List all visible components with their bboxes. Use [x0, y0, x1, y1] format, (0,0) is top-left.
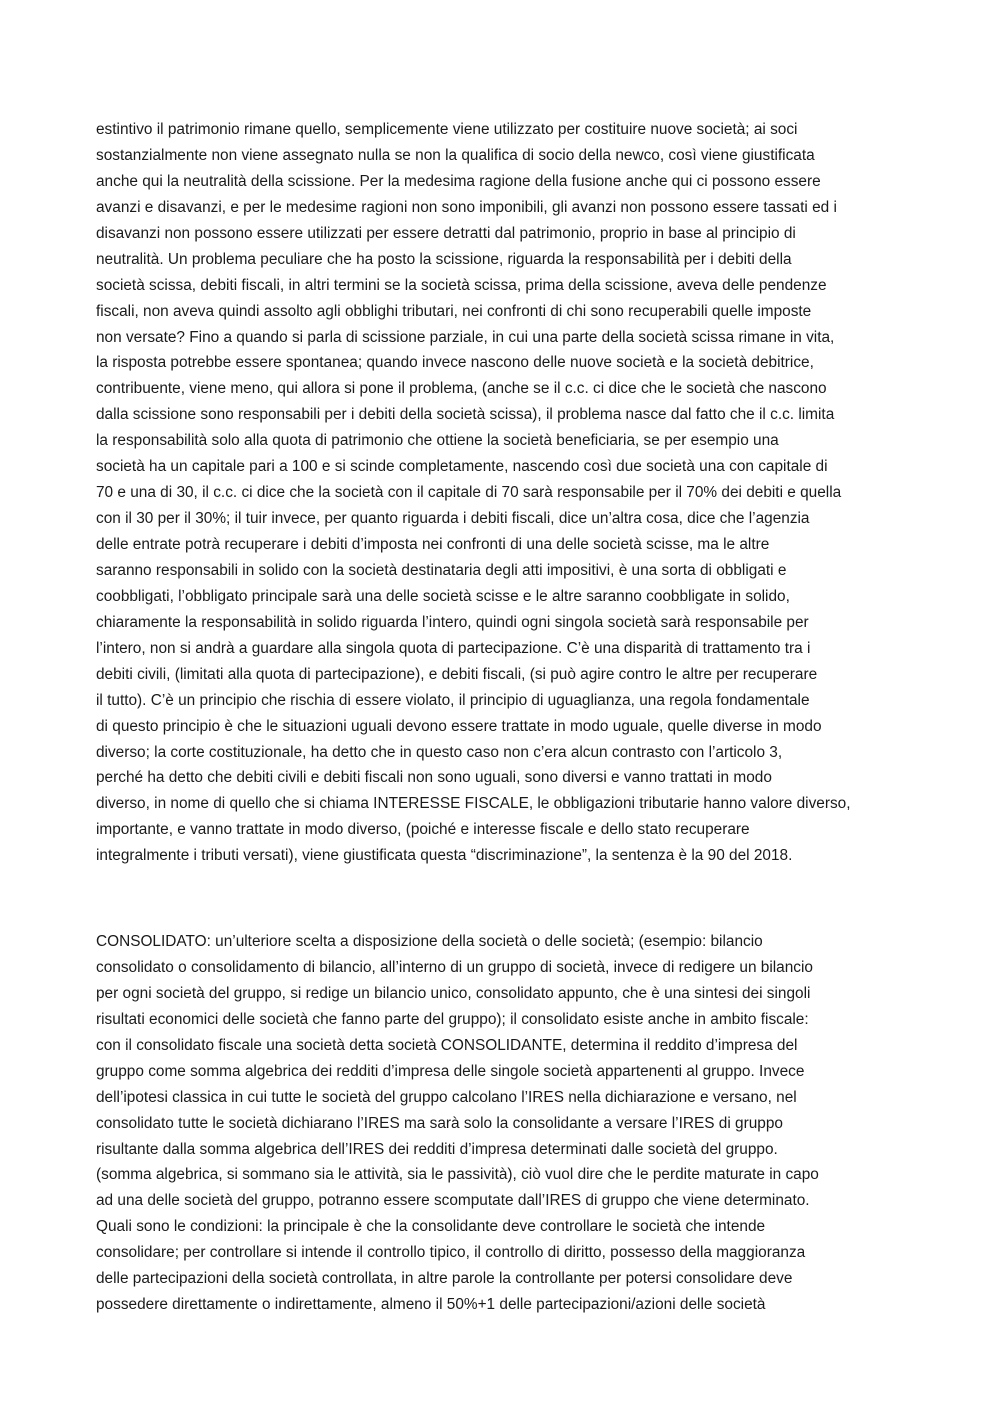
- text-line: l’intero, non si andrà a guardare alla singola quota di partecipazione. C’è una disparità di trattamento tra i: [96, 639, 811, 657]
- text-line: con il 30 per il 30%; il tuir invece, per quanto riguarda i debiti fiscali, dice un’altra cosa, dice che l’agenzia: [96, 510, 810, 528]
- text-line: (somma algebrica, si sommano sia le attività, sia le passività), ciò vuol dire che le perdite maturate in capo: [96, 1166, 819, 1184]
- text-line: per ogni società del gruppo, si redige un bilancio unico, consolidato appunto, che è una sintesi dei singoli: [96, 984, 811, 1002]
- text-line: contribuente, viene meno, qui allora si pone il problema, (anche se il c.c. ci dice che le società che nascono: [96, 380, 827, 398]
- text-line: non versate? Fino a quando si parla di scissione parziale, in cui una parte della società scissa rimane in vita,: [96, 328, 835, 346]
- text-line: anche qui la neutralità della scissione. Per la medesima ragione della fusione anche qui ci possono essere: [96, 172, 821, 190]
- text-line: 70 e una di 30, il c.c. ci dice che la società con il capitale di 70 sarà responsabile per il 70% dei debiti e quella: [96, 484, 842, 502]
- text-line: risultati economici delle società che fanno parte del gruppo); il consolidato esiste anche in ambito fiscale:: [96, 1010, 809, 1028]
- text-line: Quali sono le condizioni: la principale è che la consolidante deve controllare le società che intende: [96, 1218, 766, 1236]
- text-line: diverso, in nome di quello che si chiama INTERESSE FISCALE, le obbligazioni tributarie hanno valore diverso,: [96, 795, 851, 813]
- text-line: consolidato tutte le società dichiarano l’IRES ma sarà solo la consolidante a versare l’IRES di gruppo: [96, 1114, 783, 1132]
- text-line: diverso; la corte costituzionale, ha detto che in questo caso non c’era alcun contrasto con l’articolo 3,: [96, 743, 783, 761]
- text-line: consolidato o consolidamento di bilancio, all’interno di un gruppo di società, invece di redigere un bilancio: [96, 958, 813, 976]
- text-line: delle entrate potrà recuperare i debiti d’imposta nei confronti di una delle società scisse, ma le altre: [96, 536, 770, 553]
- text-line: sostanzialmente non viene assegnato nulla se non la qualifica di socio della newco, così viene giustificata: [96, 146, 815, 164]
- text-line: dell’ipotesi classica in cui tutte le società del gruppo calcolano l’IRES nella dichiarazione e versano, nel: [96, 1088, 797, 1106]
- text-line: coobbligati, l’obbligato principale sarà una delle società scisse e le altre saranno coobbligate in solido,: [96, 587, 790, 605]
- text-line: la responsabilità solo alla quota di patrimonio che ottiene la società beneficiaria, se per esempio una: [96, 432, 779, 450]
- text-line: delle partecipazioni della società controllata, in altre parole la controllante per potersi consolidare deve: [96, 1270, 793, 1288]
- text-line: il tutto). C’è un principio che rischia di essere violato, il principio di uguaglianza, una regola fondamentale: [96, 691, 810, 709]
- text-line: gruppo come somma algebrica dei redditi d’impresa delle singole società appartenenti al gruppo. Invece: [96, 1062, 805, 1080]
- text-line: neutralità. Un problema peculiare che ha posto la scissione, riguarda la responsabilità per i debiti della: [96, 250, 792, 268]
- text-line: fiscali, non aveva quindi assolto agli obblighi tributari, nei confronti di chi sono recuperabili quelle imposte: [96, 302, 812, 320]
- text-line: CONSOLIDATO: un’ulteriore scelta a disposizione della società o delle società; (esempio: bilancio: [96, 933, 763, 950]
- text-line: la risposta potrebbe essere spontanea; quando invece nascono delle nuove società e la società debitrice,: [96, 354, 814, 372]
- text-line: saranno responsabili in solido con la società destinataria degli atti impositivi, è una sorta di obbligati e: [96, 561, 787, 579]
- text-line: estintivo il patrimonio rimane quello, semplicemente viene utilizzato per costituire nuove società; ai soci: [96, 121, 798, 138]
- text-line: società ha un capitale pari a 100 e si scinde completamente, nascendo così due società una con capitale di: [96, 458, 828, 476]
- text-line: disavanzi non possono essere utilizzati per essere detratti dal patrimonio, proprio in base al principio di: [96, 224, 796, 242]
- text-line: con il consolidato fiscale una società detta società CONSOLIDANTE, determina il reddito d’impresa del: [96, 1036, 798, 1054]
- text-line: di questo principio è che le situazioni uguali devono essere trattate in modo uguale, quelle diverse in modo: [96, 717, 822, 735]
- text-line: risultante dalla somma algebrica dell’IRES dei redditi d’impresa determinati dalle società del gruppo.: [96, 1140, 778, 1158]
- paragraph-scissione: [96, 117, 916, 869]
- text-line: possedere direttamente o indirettamente, almeno il 50%+1 delle partecipazioni/azioni delle società: [96, 1296, 766, 1314]
- paragraph-consolidato: [96, 929, 916, 1318]
- text-line: società scissa, debiti fiscali, in altri termini se la società scissa, prima della scissione, aveva delle pendenze: [96, 276, 827, 294]
- text-line: chiaramente la responsabilità in solido riguarda l’intero, quindi ogni singola società sarà responsabile per: [96, 613, 809, 631]
- text-line: dalla scissione sono responsabili per i debiti della società scissa), il problema nasce dal fatto che il c.c. limita: [96, 406, 835, 424]
- text-line: importante, e vanno trattate in modo diverso, (poiché e interesse fiscale e dello stato recuperare: [96, 821, 750, 839]
- text-line: ad una delle società del gruppo, potranno essere scomputate dall’IRES di gruppo che viene determinato.: [96, 1192, 810, 1210]
- text-line: debiti civili, (limitati alla quota di partecipazione), e debiti fiscali, (si può agire contro le altre per recuperare: [96, 665, 818, 683]
- text-line: avanzi e disavanzi, e per le medesime ragioni non sono imponibili, gli avanzi non possono essere tassati ed i: [96, 198, 837, 216]
- text-line: consolidare; per controllare si intende il controllo tipico, il controllo di diritto, possesso della maggioranza: [96, 1244, 806, 1262]
- text-line: integralmente i tributi versati), viene giustificata questa “discriminazione”, la sentenza è la 90 del 2018.: [96, 847, 793, 865]
- text-line: perché ha detto che debiti civili e debiti fiscali non sono uguali, sono diversi e vanno trattati in modo: [96, 769, 772, 787]
